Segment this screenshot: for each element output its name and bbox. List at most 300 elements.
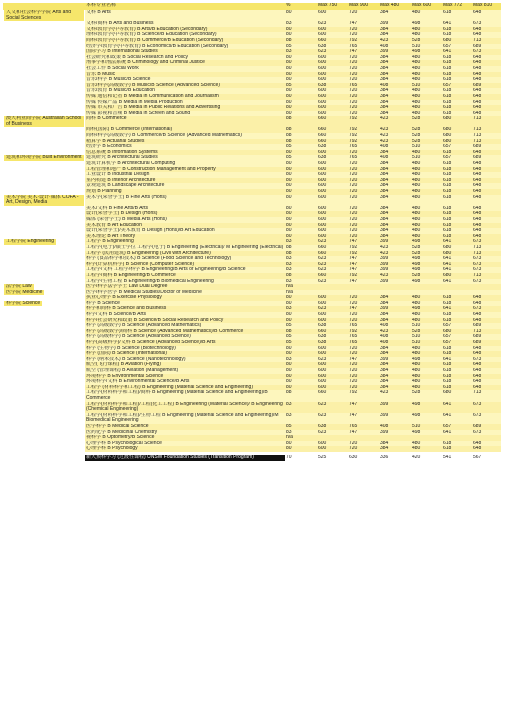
score-cell: 384 [379, 379, 411, 385]
score-cell: 88 [285, 139, 317, 145]
score-cell: 618 [442, 105, 472, 111]
score-cell: 657 [442, 424, 472, 430]
program-cell: 工程学(材料科学和工程)/商科 B Engineering (Material Science and Engineering)/B Commerce [85, 390, 285, 401]
score-cell: 498 [411, 279, 442, 285]
score-cell: 618 [442, 217, 472, 223]
footer-program-cell: 新大预科学习 (过渡性课程) UNSW Foundation Studies (Transition Program) [85, 455, 285, 461]
score-cell: 720 [348, 100, 379, 106]
faculty-cell [3, 10, 85, 21]
score-cell: 792 [348, 139, 379, 145]
score-cell: 641 [442, 306, 472, 312]
score-cell: 88 [285, 38, 317, 44]
score-cell: 648 [472, 368, 501, 374]
program-cell: 工程学(材料科学和工程)/生物工程 B Engineering (Material Science and Engineering)/M Biomedical Engineering [85, 413, 285, 424]
score-cell: 618 [442, 295, 472, 301]
score-cell: 680 [442, 139, 472, 145]
score-cell: 83 [285, 430, 317, 436]
score-cell: 792 [348, 245, 379, 251]
score-cell: 408 [379, 44, 411, 50]
score-cell: 623 [317, 239, 348, 245]
score-cell: 480 [411, 374, 442, 380]
admission-score-table [3, 3, 501, 461]
score-cell: 747 [348, 262, 379, 268]
score-cell: 600 [317, 228, 348, 234]
score-cell: 618 [442, 66, 472, 72]
score-cell: 600 [317, 368, 348, 374]
score-cell: 399 [379, 413, 411, 424]
faculty-label: 澳大利亚商学院 Australian School of Business [4, 116, 84, 127]
score-cell: 720 [348, 368, 379, 374]
score-cell: 689 [472, 155, 501, 161]
score-cell: 80 [285, 183, 317, 189]
score-cell: 618 [442, 161, 472, 167]
score-cell: 623 [317, 267, 348, 273]
score-cell: 648 [472, 111, 501, 117]
score-cell: 384 [379, 295, 411, 301]
score-cell: 673 [472, 256, 501, 262]
score-cell: 408 [379, 424, 411, 430]
score-cell: 600 [317, 346, 348, 352]
score-cell: 713 [472, 116, 501, 127]
score-cell: 747 [348, 239, 379, 245]
score-cell: 618 [442, 150, 472, 156]
program-cell: 商科(国际) B Commerce (International) [85, 127, 285, 133]
score-cell: 600 [317, 88, 348, 94]
score-cell: 657 [442, 323, 472, 329]
score-cell: 384 [379, 217, 411, 223]
score-cell: 600 [317, 60, 348, 66]
score-cell: 498 [411, 49, 442, 55]
score-cell: 765 [348, 155, 379, 161]
score-cell: 747 [348, 279, 379, 285]
score-cell: 618 [442, 301, 472, 307]
program-cell: 环境科学 B Environmental Science [85, 374, 285, 380]
score-cell: 528 [411, 139, 442, 145]
program-cell: 科学 (纳米技术) B Science (Nanotechnology) [85, 357, 285, 363]
score-cell: 600 [317, 100, 348, 106]
score-cell: 641 [442, 262, 472, 268]
score-cell: 384 [379, 55, 411, 61]
program-cell: 音乐/科学(高级数学) B Music/B Science (Advanced Science) [85, 83, 285, 89]
program-cell: 医药化学 B Medicinal Chemistry [85, 430, 285, 436]
footer-faculty-cell [3, 455, 85, 461]
score-cell: 747 [348, 267, 379, 273]
score-cell: 720 [348, 27, 379, 33]
program-cell: 美术/文科 B Fine Arts/B Arts [85, 206, 285, 212]
score-cell: 618 [442, 379, 472, 385]
score-cell: 720 [348, 150, 379, 156]
score-cell: 80 [285, 385, 317, 391]
program-cell: 工程学 (材料科学和工程) B Engineering (Material Science and Engineering) [85, 385, 285, 391]
score-cell: 480 [411, 217, 442, 223]
score-cell: 480 [411, 178, 442, 184]
program-cell: 室内构建 B Interior Architecture [85, 178, 285, 184]
program-cell: 工程学(电子)/硕士学位 工程学(电子) B Engineering (Electrical)/ M Engineering (Electrical) [86, 244, 284, 250]
score-cell: 618 [442, 183, 472, 189]
score-cell: 80 [285, 77, 317, 83]
score-cell: 680 [442, 329, 472, 335]
score-cell: 384 [379, 362, 411, 368]
score-cell: 600 [317, 312, 348, 318]
score-cell: 600 [317, 32, 348, 38]
score-cell: 600 [317, 77, 348, 83]
header-cell-max480: Max 480 [379, 3, 411, 10]
footer-score-cell: 420 [411, 455, 442, 461]
score-cell: 648 [472, 211, 501, 217]
score-cell: 648 [472, 351, 501, 357]
score-cell: 80 [285, 368, 317, 374]
score-cell: 480 [411, 88, 442, 94]
score-cell: 618 [442, 60, 472, 66]
program-cell: 心理学科 B Psychological Science [85, 441, 285, 447]
score-cell: 720 [348, 301, 379, 307]
score-cell: 384 [379, 312, 411, 318]
score-cell: 83 [285, 306, 317, 312]
score-cell: 384 [379, 228, 411, 234]
program-cell: 传媒 市关和广告 B Media in Public Relations and Advertising [85, 105, 285, 111]
score-cell: 480 [411, 385, 442, 391]
score-cell: 80 [285, 32, 317, 38]
score-cell: 660 [317, 139, 348, 145]
score-cell: 480 [411, 60, 442, 66]
score-cell: 498 [411, 357, 442, 363]
score-cell: 618 [442, 77, 472, 83]
score-cell: 673 [472, 357, 501, 363]
score-cell: 680 [442, 245, 472, 251]
score-cell: 83 [285, 357, 317, 363]
program-cell: 传媒 影视和音频 B Media in Screen and Sound [85, 111, 285, 117]
table-header-row [3, 3, 501, 10]
score-cell: 648 [472, 178, 501, 184]
score-cell: 88 [285, 133, 317, 139]
score-cell: 83 [285, 239, 317, 245]
score-cell: 660 [317, 251, 348, 257]
score-cell: 80 [285, 60, 317, 66]
score-cell: 618 [442, 167, 472, 173]
score-cell: 618 [442, 55, 472, 61]
score-cell: 600 [317, 446, 348, 452]
score-cell: 765 [348, 83, 379, 89]
score-cell: 88 [285, 251, 317, 257]
score-cell: 384 [379, 211, 411, 217]
program-cell: 文科/商科 B Arts and Business [85, 21, 285, 27]
score-cell: 600 [317, 301, 348, 307]
score-cell: 689 [472, 334, 501, 340]
footer-score-cell: 525 [317, 455, 348, 461]
footer-score-cell: 336 [379, 455, 411, 461]
score-cell: 408 [379, 83, 411, 89]
score-cell: 623 [317, 413, 348, 424]
score-cell: 480 [411, 379, 442, 385]
score-cell: 720 [348, 55, 379, 61]
program-cell: 医学科学 B Medical Science [85, 424, 285, 430]
score-cell: 720 [348, 346, 379, 352]
score-cell: 680 [442, 390, 472, 401]
score-cell: 720 [348, 178, 379, 184]
score-cell: 713 [472, 251, 501, 257]
score-cell: 720 [348, 195, 379, 206]
score-cell: 80 [285, 318, 317, 324]
score-cell: 673 [472, 239, 501, 245]
score-cell: 641 [442, 21, 472, 27]
score-cell: 480 [411, 441, 442, 447]
score-cell: 648 [472, 77, 501, 83]
score-cell: 80 [285, 206, 317, 212]
score-cell: 80 [285, 27, 317, 33]
score-cell: 689 [472, 144, 501, 150]
score-cell: 480 [411, 161, 442, 167]
score-cell: 423 [379, 245, 411, 251]
score-cell: 648 [472, 217, 501, 223]
program-cell: 航空 (管理课程) B Aviation (Management) [85, 368, 285, 374]
score-cell: 399 [379, 262, 411, 268]
score-cell: 720 [348, 228, 379, 234]
score-cell: 408 [379, 334, 411, 340]
program-cell: 工程学(材料科学和工程)/工程(化工工程) B Engineering (Material Science)/ B Engineering (Chemical Engineering) [85, 402, 285, 413]
score-cell: 83 [285, 49, 317, 55]
score-cell: 498 [411, 256, 442, 262]
score-cell: 80 [285, 346, 317, 352]
score-cell: 480 [411, 167, 442, 173]
score-cell: 648 [472, 27, 501, 33]
score-cell: 480 [411, 172, 442, 178]
score-cell: 600 [317, 150, 348, 156]
score-cell: 480 [411, 32, 442, 38]
score-cell: 720 [348, 234, 379, 240]
score-cell: 648 [472, 228, 501, 234]
program-cell: 建筑研究 B Architectural Studies [85, 155, 285, 161]
score-cell: 720 [348, 312, 379, 318]
score-cell: 480 [411, 66, 442, 72]
program-cell: 理科/教育学(中等教育) B Science/B Education (Secondary) [85, 32, 285, 38]
score-cell: 408 [379, 144, 411, 150]
score-cell: 528 [411, 390, 442, 401]
score-cell: 660 [317, 390, 348, 401]
score-cell: 673 [472, 430, 501, 436]
score-cell: 80 [285, 189, 317, 195]
score-cell: 641 [442, 402, 472, 413]
score-cell: 618 [442, 362, 472, 368]
program-cell: 科学/文科 B Science/B Arts [85, 312, 285, 318]
score-cell: 384 [379, 60, 411, 66]
score-cell: 713 [472, 127, 501, 133]
score-cell: 384 [379, 195, 411, 206]
score-cell: 673 [472, 279, 501, 285]
score-cell: 480 [411, 211, 442, 217]
score-cell: 792 [348, 133, 379, 139]
score-cell: 384 [379, 301, 411, 307]
score-cell: 660 [317, 329, 348, 335]
score-cell: 600 [317, 72, 348, 78]
score-cell: 600 [317, 234, 348, 240]
score-cell: 747 [348, 413, 379, 424]
score-cell: 648 [472, 183, 501, 189]
score-cell: 618 [442, 178, 472, 184]
score-cell: 689 [472, 340, 501, 346]
score-cell: 480 [411, 295, 442, 301]
program-cell: 美术教育 B Art Education [85, 223, 285, 229]
score-cell: 713 [472, 38, 501, 44]
program-cell: 工业设计 B Industrial Design [85, 172, 285, 178]
score-cell: 480 [411, 183, 442, 189]
program-cell: 科学(高级科学)/文科 B Science (Advanced Science)/B Arts [85, 340, 285, 346]
score-cell: 689 [472, 83, 501, 89]
score-cell: 384 [379, 66, 411, 72]
score-cell: 510 [411, 334, 442, 340]
program-cell: 商科 B Commerce [85, 116, 285, 127]
score-cell: 600 [317, 27, 348, 33]
score-cell: 480 [411, 94, 442, 100]
score-cell: 498 [411, 262, 442, 268]
score-cell: 720 [348, 206, 379, 212]
program-cell: 科学 (高级数学) B Science (Advanced Mathematics) [85, 323, 285, 329]
score-cell: 641 [442, 267, 472, 273]
score-cell: 680 [442, 273, 472, 279]
score-cell: 80 [285, 312, 317, 318]
score-cell: 384 [379, 32, 411, 38]
score-cell: 648 [472, 94, 501, 100]
faculty-cell [3, 116, 85, 127]
score-cell: 657 [442, 144, 472, 150]
score-cell: 600 [317, 295, 348, 301]
score-cell: 88 [285, 127, 317, 133]
score-cell: 792 [348, 390, 379, 401]
score-cell: 720 [348, 66, 379, 72]
score-cell: 528 [411, 329, 442, 335]
score-cell: 510 [411, 340, 442, 346]
score-cell: 423 [379, 127, 411, 133]
program-cell: 音乐 B Music [85, 72, 285, 78]
score-cell: 600 [317, 66, 348, 72]
score-cell: 399 [379, 306, 411, 312]
score-cell: 88 [285, 245, 317, 251]
score-cell: 648 [472, 374, 501, 380]
score-cell: 80 [285, 223, 317, 229]
score-cell: 720 [348, 374, 379, 380]
score-cell: 648 [472, 195, 501, 206]
score-cell: 680 [442, 251, 472, 257]
faculty-label: 工程学院 Engineering [6, 239, 55, 245]
score-cell: 648 [472, 189, 501, 195]
score-cell: 85 [285, 323, 317, 329]
score-cell: 618 [442, 446, 472, 452]
header-cell-max772: Max 772 [442, 3, 472, 10]
program-cell: 工程学/文科 工程学/科学 B Engineering/B Arts or Engineering/B Science [85, 267, 285, 273]
score-cell: 747 [348, 256, 379, 262]
program-cell: 美术学(荣誉学士) B Fine Arts (Hons) [85, 195, 285, 206]
score-cell: 747 [348, 21, 379, 27]
score-cell: 480 [411, 150, 442, 156]
program-cell: 音乐/科学 B Music/B Science [85, 77, 285, 83]
score-cell: 80 [285, 72, 317, 78]
score-cell: 648 [472, 441, 501, 447]
score-cell: 510 [411, 44, 442, 50]
score-cell: 618 [442, 351, 472, 357]
header-cell-max600: Max 600 [411, 3, 442, 10]
score-cell: 648 [472, 295, 501, 301]
score-cell: 713 [472, 133, 501, 139]
score-cell: 623 [317, 357, 348, 363]
score-cell: 618 [442, 385, 472, 391]
score-cell: 83 [285, 21, 317, 27]
score-cell: 399 [379, 49, 411, 55]
score-cell: 399 [379, 239, 411, 245]
score-cell: 680 [442, 38, 472, 44]
score-cell: 689 [472, 44, 501, 50]
score-cell: 648 [472, 318, 501, 324]
score-cell: 618 [442, 223, 472, 229]
score-cell: 408 [379, 323, 411, 329]
score-cell: 673 [472, 402, 501, 413]
score-cell: 765 [348, 340, 379, 346]
score-cell: 85 [285, 334, 317, 340]
score-cell: 423 [379, 116, 411, 127]
faculty-cell [3, 155, 85, 161]
score-cell: 792 [348, 116, 379, 127]
program-cell: 工程学/商科 B Engineering/B Commerce [85, 273, 285, 279]
score-cell: 384 [379, 446, 411, 452]
score-cell: 623 [317, 306, 348, 312]
score-cell: 720 [348, 379, 379, 385]
score-cell: 673 [472, 413, 501, 424]
score-cell: 85 [285, 340, 317, 346]
score-cell: 618 [442, 346, 472, 352]
score-cell: 384 [379, 183, 411, 189]
score-cell: 384 [379, 72, 411, 78]
score-cell: 80 [285, 295, 317, 301]
program-cell: 航空(飞行课程) B Aviation (Flying) [85, 362, 285, 368]
score-cell: 648 [472, 379, 501, 385]
score-cell: 600 [317, 318, 348, 324]
score-cell: 641 [442, 357, 472, 363]
score-cell: 623 [317, 279, 348, 285]
score-cell: 498 [411, 413, 442, 424]
score-cell: 423 [379, 390, 411, 401]
score-cell: 673 [472, 49, 501, 55]
program-cell: 文科 B Arts [85, 10, 285, 21]
score-cell: 399 [379, 256, 411, 262]
program-cell: 工程学 (民用建筑) B Engineering (Civil with Architecture) [85, 251, 285, 257]
score-cell: 648 [472, 223, 501, 229]
score-cell: 480 [411, 318, 442, 324]
score-cell: 480 [411, 105, 442, 111]
score-cell: 720 [348, 32, 379, 38]
score-cell: 498 [411, 267, 442, 273]
score-cell: 85 [285, 155, 317, 161]
score-cell: 399 [379, 21, 411, 27]
score-cell: 480 [411, 10, 442, 21]
program-cell: 科学和商科 B Science and Business [85, 306, 285, 312]
score-cell: 510 [411, 144, 442, 150]
score-cell: 765 [348, 323, 379, 329]
faculty-cell [3, 402, 85, 413]
score-cell: 765 [348, 44, 379, 50]
score-cell: 423 [379, 273, 411, 279]
score-cell: 408 [379, 155, 411, 161]
score-cell: 660 [317, 116, 348, 127]
score-cell: 720 [348, 351, 379, 357]
score-cell: 80 [285, 172, 317, 178]
score-cell: 673 [472, 306, 501, 312]
score-cell: 384 [379, 161, 411, 167]
score-cell: 648 [472, 234, 501, 240]
program-cell: 音乐/教育 B Music/B Education [85, 88, 285, 94]
score-cell: 673 [472, 267, 501, 273]
score-cell: 720 [348, 172, 379, 178]
score-cell: 498 [411, 430, 442, 436]
score-cell: 720 [348, 318, 379, 324]
score-cell: 399 [379, 430, 411, 436]
